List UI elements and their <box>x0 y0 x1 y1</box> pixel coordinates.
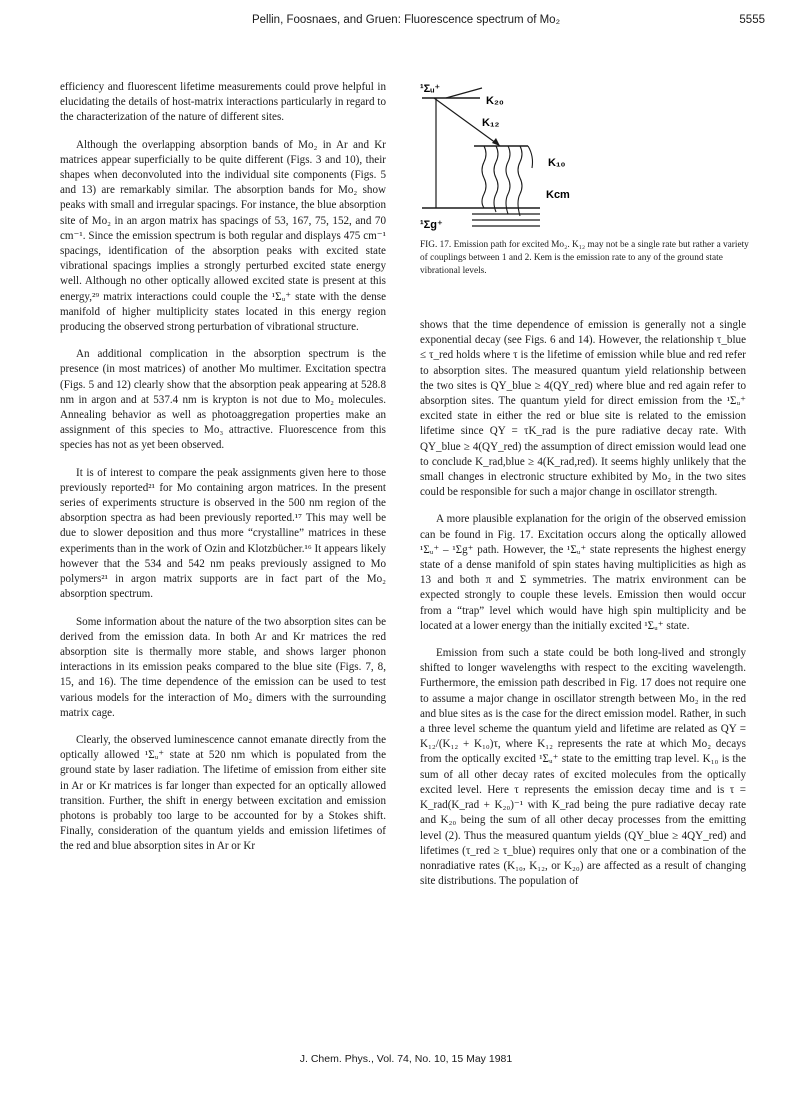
k12-arrowhead <box>492 138 500 146</box>
paragraph: Although the overlapping absorption bands of Mo₂ in Ar and Kr matrices appear superficially to be quite different (Figs. 3 and 10), their shapes when deconvoluted into the individual site components (Figs. 5 and 13) are remarkably similar. The absorption bands for Mo₂ show peaks with small and irregular spacings. For instance, the blue absorption site of Mo₂ in an argon matrix has spacings of 53, 167, 75, 152, and 70 cm⁻¹. Since the emission spectrum is both regular and displays 475 cm⁻¹ spacings, identification of the absorption peaks with excited state vibrational spacings implies a strongly perturbed excited state energy well. Although no other optically allowed excited state is present at this energy,²⁹ matrix interactions could couple the ¹Σᵤ⁺ state with the dense manifold of higher multiplicity states located in this energy region producing the observed strong perturbation of vibrational structure. <box>60 138 386 334</box>
energy-level-diagram <box>416 80 752 236</box>
upper-state-label: ¹Σᵤ⁺ <box>420 83 441 95</box>
emission-wave <box>494 146 498 212</box>
paragraph: Some information about the nature of the two absorption sites can be derived from the emission data. In both Ar and Kr matrices the red absorption site is thermally more stable, and shows larger phonon interactions in its emission peaks compared to the blue site (Figs. 7, 8, 15, and 16). The time dependence of the emission can be used to test various models for the interaction of Mo₂ dimers with the surrounding matrix cage. <box>60 615 386 719</box>
paragraph: Emission from such a state could be both long-lived and strongly shifted to longer wavelengths with respect to the exciting wavelength. Furthermore, the emission path described in Fig. 17 does not require one to assume a major change in oscillator strength between Mo₂ in the red and blue sites as is the case for the direct emission model. Rather, in such a three level scheme the quantum yield and lifetime are related as QY = K₁₂/(K₁₂ + K₁₀)τ, where K₁₂ represents the rate at which Mo₂ decays from the optically excited ¹Σᵤ⁺ state to the emitting trap level. K₁₀ is the sum of all other decay rates of excited molecules from the optically excited level. Here τ represents the emission decay time and is τ = K_rad(K_rad + K₂₀)⁻¹ with K_rad being the pure radiative decay rate and K₂₀ being the sum of all other decay processes from the emitting level (2). Thus the measured quantum yields (QY_blue ≥ 4QY_red) and lifetimes (τ_red ≥ τ_blue) requires only that one or a combination of the nonradiative rates (K₁₀, K₁₂, or K₂₀) are affected as a result of changing site distributions. The population of <box>420 647 746 888</box>
figure-17 <box>416 80 752 236</box>
lower-state-label: ¹Σg⁺ <box>420 219 443 231</box>
paragraph: Clearly, the observed luminescence cannot emanate directly from the optically allowed ¹Σᵤ⁺ state at 520 nm which is populated from the ground state by laser radiation. The lifetime of emission from either site in Ar or Kr matrices is far longer than expected for an optically allowed transition. Further, the shift in energy between excitation and emission photons is probably too large to be accounted for by a Stokes shift. Finally, consideration of the quantum yields and emission lifetimes of the red and blue absorption sites in Ar or Kr <box>60 733 386 853</box>
k20-label: K₂₀ <box>486 95 504 107</box>
right-column <box>420 318 746 901</box>
kcm-label: Kcm <box>546 189 570 201</box>
running-head <box>0 12 812 32</box>
emission-wave <box>506 146 510 214</box>
footer-citation: J. Chem. Phys., Vol. 74, No. 10, 15 May 1981 <box>299 1053 513 1065</box>
k20-arrow <box>446 88 482 98</box>
paragraph: It is of interest to compare the peak assignments given here to those previously reported²¹ for Mo containing argon matrices. In the present series of experiments structure is observed in the 500 nm region of the absorption spectra as had been previously reported.¹⁷ This may well be due to slower deposition and thus more “crystalline” matrices in these experiments than in the work of Ozin and Klotzbücher.¹⁶ It appears likely however that the 534 and 542 nm peaks previously assigned to Mo polymers²¹ in argon matrix supports are in fact part of the Mo₂ absorption spectrum. <box>60 466 386 601</box>
emission-wave <box>518 146 522 216</box>
running-title: Pellin, Foosnaes, and Gruen: Fluorescence spectrum of Mo₂ <box>251 14 561 26</box>
left-column <box>60 80 386 867</box>
paragraph: efficiency and fluorescent lifetime measurements could prove helpful in elucidating the details of host-matrix interactions particularly in regard to the characterization of the nature of different sites. <box>60 81 386 124</box>
k12-label: K₁₂ <box>482 117 500 129</box>
k10-label: K₁₀ <box>548 157 566 169</box>
figure-caption: FIG. 17. Emission path for excited Mo₂. K₁₂ may not be a single rate but rather a variety of couplings between 1 and 2. Kem is the emission rate to any of the ground state vibrational levels. <box>420 240 749 276</box>
paragraph: A more plausible explanation for the origin of the observed emission can be found in Fig. 17. Excitation occurs along the optically allowed ¹Σᵤ⁺ – ¹Σg⁺ path. However, the ¹Σᵤ⁺ state represents the highest energy state of a dense manifold of spin states having multiplicities as high as 13 and both π and Σ symmetries. The matrix environment can be expected strongly to couple these levels. Emission then would occur from a “trap” level which would have high spin multiplicity and be located at a lower energy than the initially excited ¹Σᵤ⁺ state. <box>420 513 746 632</box>
emission-wave <box>482 146 486 208</box>
page-number: 5555 <box>739 14 765 26</box>
paragraph: shows that the time dependence of emission is generally not a single exponential decay (see Figs. 6 and 14). However, the relationship τ_blue ≤ τ_red holds where τ is the lifetime of emission while blue and red refer to absorption sites. The measured quantum yield relationship between the two sites is QY_blue ≥ 4(QY_red) where blue and red again refer to absorption sites. The quantum yield for direct emission from the ¹Σᵤ⁺ excited state in either the red or blue site is related to the emission lifetime since QY = τK_rad is the pure radiative decay rate. With QY_blue ≥ 4(QY_red) the assumption of direct emission would lead one to conclude K_rad,blue ≥ 4(K_rad,red). It seems highly unlikely that the small changes in electronic structure exhibited by Mo₂ in the two sites could be responsible for such a major change in oscillator strength. <box>420 319 746 499</box>
k10-curve <box>528 146 533 168</box>
paragraph: An additional complication in the absorption spectrum is the presence (in most matrices) of another Mo multimer. Excitation spectra (Figs. 5 and 12) clearly show that the absorption peak appearing at 528.8 nm in argon and at 537.4 nm is krypton is not due to Mo₂ molecules. Annealing behavior as well as photoaggregation properties make an assignment of this species to Mo₃ attractive. Fluorescence from this species has not as yet been observed. <box>60 348 386 452</box>
